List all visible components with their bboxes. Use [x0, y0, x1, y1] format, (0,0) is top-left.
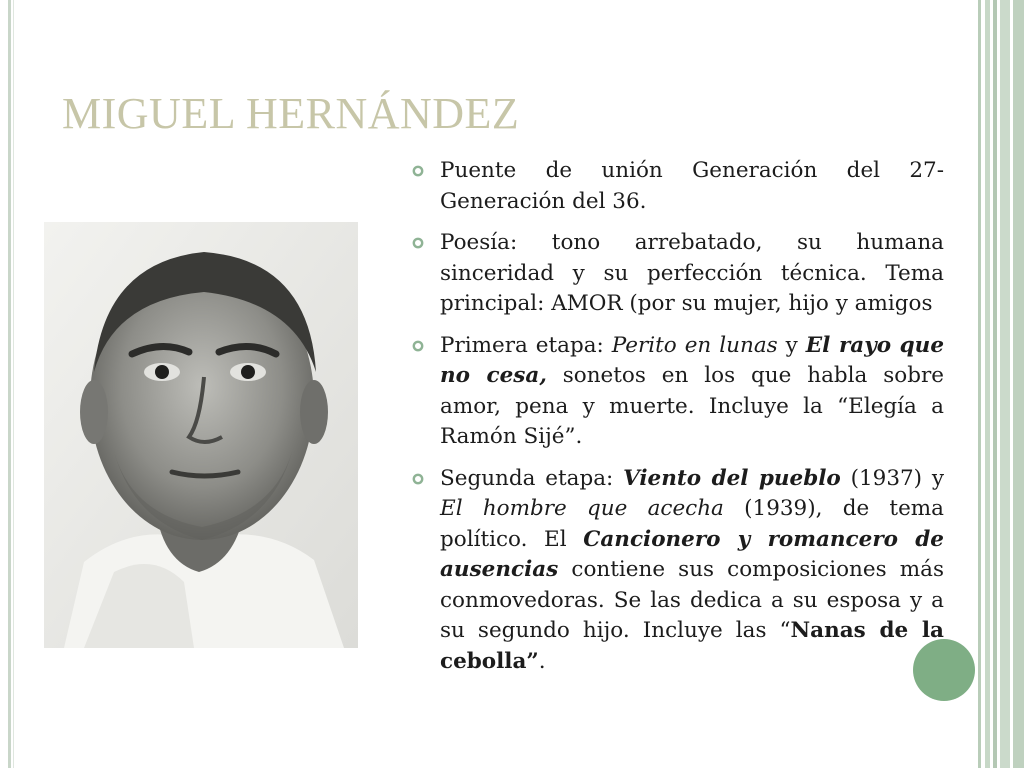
- accent-circle: [913, 639, 975, 701]
- ring-bullet-icon: [412, 237, 424, 249]
- portrait-illustration: [44, 222, 358, 648]
- bullet-text: contiene sus composiciones más conmovedoras. Se las dedica a su esposa y a su segundo hijo. Incluye las “: [440, 557, 944, 643]
- ring-bullet-icon: [412, 340, 424, 352]
- work-title: Cancionero y romancero de ausencias: [440, 526, 944, 582]
- bullet-text: (1939), de tema político. El: [440, 496, 944, 552]
- decor-stripe-4: [1000, 0, 1010, 768]
- decor-stripe-2: [985, 0, 990, 768]
- work-title: Viento del pueblo: [623, 465, 841, 491]
- work-title: Nanas de la cebolla”: [440, 618, 944, 674]
- decor-stripe-3: [993, 0, 997, 768]
- slide-title: MIGUEL HERNÁNDEZ: [62, 89, 520, 138]
- bullet-list: [412, 156, 944, 688]
- bullet-text: sonetos en los que habla sobre amor, pena y muerte. Incluye la “Elegía a Ramón Sijé”.: [440, 363, 944, 449]
- work-title: El rayo que no cesa,: [440, 332, 944, 388]
- bullet-text: (1937) y: [840, 465, 944, 491]
- bullet-text: y: [777, 332, 806, 358]
- bullet-item-4: [412, 464, 944, 678]
- bullet-text: Segunda etapa:: [440, 465, 624, 491]
- ring-bullet-icon: [412, 473, 424, 485]
- bullet-item-3: [412, 331, 944, 453]
- bullet-item-2: [412, 228, 944, 320]
- work-title: El hombre que acecha: [440, 496, 724, 521]
- bullet-text: Primera etapa:: [440, 332, 612, 358]
- bullet-text: Poesía: tono arrebatado, su humana sinceridad y su perfección técnica. Tema principal: AMOR (por su mujer, hijo y amigos: [440, 230, 944, 316]
- bullet-text: .: [538, 648, 546, 674]
- portrait-photo: [44, 222, 358, 648]
- decor-stripe-5: [1013, 0, 1024, 768]
- frame-line-left: [8, 0, 11, 768]
- frame-line-left-inner: [13, 0, 14, 768]
- work-title: Perito en lunas: [611, 332, 778, 358]
- decor-stripe-1: [978, 0, 981, 768]
- ring-bullet-icon: [412, 165, 424, 177]
- bullet-item-1: [412, 156, 944, 217]
- bullet-text: Puente de unión Generación del 27-Generación del 36.: [440, 158, 944, 214]
